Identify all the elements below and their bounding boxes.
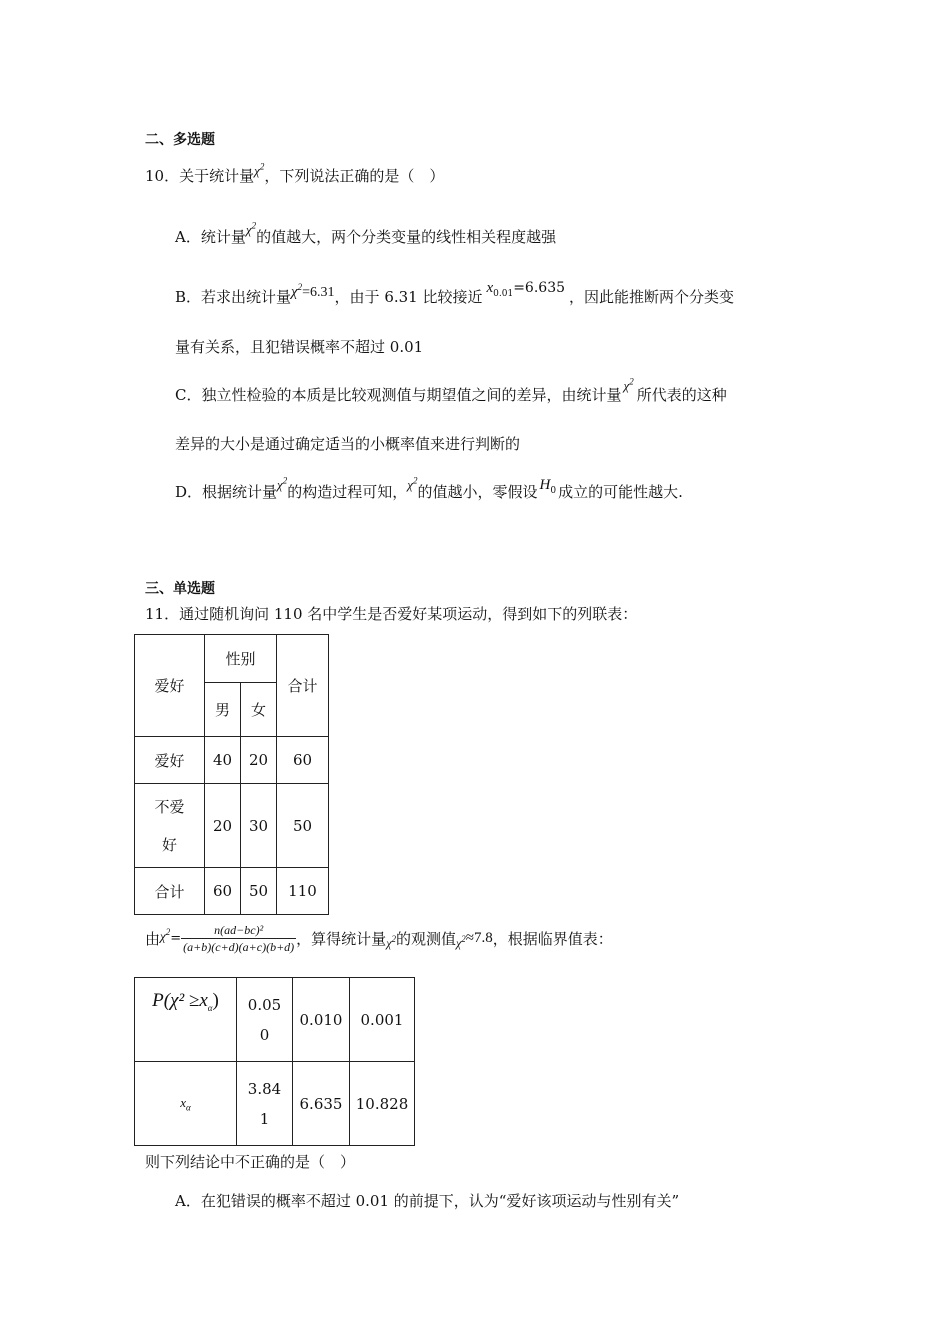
p-value-cell bbox=[237, 978, 293, 1062]
formula-text-mid: ，算得统计量 bbox=[296, 929, 387, 948]
chi-symbol bbox=[407, 477, 417, 492]
row-label-line2: 好 bbox=[161, 835, 177, 854]
p-value-line2: 0 bbox=[259, 1025, 270, 1044]
chi-square-exponent: 2 bbox=[297, 282, 303, 292]
probability-subscript: α bbox=[207, 1002, 213, 1013]
cell-total: 50 bbox=[277, 784, 329, 868]
chi-letter: χ bbox=[623, 378, 630, 393]
q10-option-c-line2: 差异的大小是通过确定适当的小概率值来进行判断的 bbox=[175, 435, 521, 453]
table-row bbox=[135, 737, 329, 784]
chi-letter: χ bbox=[455, 935, 462, 950]
q10-option-a-text-a: A．统计量 bbox=[175, 228, 246, 246]
chi-letter: χ bbox=[245, 222, 252, 237]
header-female: 女 bbox=[241, 683, 277, 737]
probability-label bbox=[135, 978, 237, 1062]
q10-option-b-text-c: ，因此能推断两个分类变 bbox=[569, 288, 735, 306]
q10-option-c bbox=[175, 376, 727, 405]
q10-stem bbox=[145, 161, 445, 186]
p-value-cell: 0.001 bbox=[350, 978, 415, 1062]
cell-female: 20 bbox=[241, 737, 277, 784]
critical-value-table bbox=[134, 977, 415, 1146]
table-row bbox=[135, 1062, 415, 1146]
formula-text-pre: 由 bbox=[145, 929, 161, 948]
q10-option-b-line2: 量有关系，且犯错误概率不超过 0.01 bbox=[175, 338, 424, 356]
q10-option-b-text-b: ，由于 6.31 比较接近 bbox=[334, 288, 483, 306]
chi-symbol bbox=[160, 927, 170, 944]
x-value-cell: 6.635 bbox=[293, 1062, 350, 1146]
x-subscript: 0.01 bbox=[493, 289, 514, 299]
formula-equals: = bbox=[170, 930, 182, 946]
header-male: 男 bbox=[205, 683, 241, 737]
chi-square-exponent: 2 bbox=[282, 475, 288, 486]
chi-symbol bbox=[623, 378, 633, 393]
q10-stem-text-a: 10．关于统计量 bbox=[145, 167, 255, 185]
chi-letter: χ bbox=[277, 477, 283, 492]
q11-option-a: A．在犯错误的概率不超过 0.01 的前提下，认为“爱好该项运动与性别有关” bbox=[175, 1192, 680, 1210]
q10-option-c-text-a: C．独立性检验的本质是比较观测值与期望值之间的差异，由统计量 bbox=[175, 386, 622, 404]
cell-female: 30 bbox=[241, 784, 277, 868]
q10-option-d-text-b: 的构造过程可知， bbox=[287, 483, 408, 501]
chi-symbol bbox=[386, 934, 396, 951]
probability-label-text: P(χ² ≥x bbox=[152, 990, 208, 1011]
chi-symbol bbox=[277, 477, 287, 492]
q10-option-a-text-b: 的值越大，两个分类变量的线性相关程度越强 bbox=[256, 228, 557, 246]
x-value-line2: 1 bbox=[259, 1109, 270, 1128]
chi-square-fraction bbox=[181, 922, 296, 955]
q10-option-a bbox=[175, 220, 557, 247]
null-hypothesis bbox=[539, 475, 557, 496]
q10-option-d-text-c: 的值越小，零假设 bbox=[417, 483, 538, 501]
h-subscript: 0 bbox=[550, 486, 557, 496]
x-value-cell bbox=[237, 1062, 293, 1146]
chi-value: =6.31 bbox=[302, 285, 335, 300]
x-value-cell: 10.828 bbox=[350, 1062, 415, 1146]
chi-letter: χ bbox=[386, 935, 392, 950]
chi-symbol bbox=[456, 934, 466, 951]
q10-option-d-text-d: 成立的可能性越大. bbox=[558, 483, 683, 501]
q10-option-b bbox=[175, 280, 735, 309]
cell-male: 40 bbox=[205, 737, 241, 784]
row-label: 合计 bbox=[135, 868, 205, 915]
fraction-denominator: (a+b)(c+d)(a+c)(b+d) bbox=[183, 939, 295, 954]
section-title-multi-choice: 二、多选题 bbox=[145, 132, 215, 148]
cell-male: 60 bbox=[205, 868, 241, 915]
x-letter: x bbox=[486, 280, 494, 296]
chi-square-exponent: 2 bbox=[391, 933, 396, 944]
cell-total: 110 bbox=[277, 868, 329, 915]
header-hobby: 爱好 bbox=[135, 635, 205, 737]
chi-letter: χ bbox=[254, 163, 260, 178]
header-gender: 性别 bbox=[205, 635, 277, 683]
section-title-single-choice: 三、单选题 bbox=[145, 581, 215, 597]
q10-option-d-text-a: D．根据统计量 bbox=[175, 483, 278, 501]
row-label-line1: 不爱 bbox=[154, 797, 185, 816]
critical-value-number: =6.635 bbox=[513, 280, 566, 296]
formula-text-mid2: 的观测值 bbox=[395, 929, 456, 948]
chi-symbol bbox=[291, 284, 335, 300]
table-row bbox=[135, 784, 329, 868]
q11-question: 则下列结论中不正确的是（ ） bbox=[145, 1153, 356, 1171]
chi-letter: χ bbox=[407, 477, 414, 492]
chi-symbol bbox=[246, 222, 256, 237]
chi-square-exponent: 2 bbox=[165, 927, 171, 938]
observed-value: ≈7.8 bbox=[465, 929, 493, 946]
chi-square-exponent: 2 bbox=[251, 220, 257, 231]
cell-total: 60 bbox=[277, 737, 329, 784]
chi-letter: χ bbox=[160, 928, 166, 944]
x-value-line1: 3.84 bbox=[247, 1079, 282, 1098]
chi-square-exponent: 2 bbox=[259, 161, 265, 172]
table-row bbox=[135, 978, 415, 1062]
cell-male: 20 bbox=[205, 784, 241, 868]
row-label bbox=[135, 784, 205, 868]
chi-square-formula-line bbox=[145, 918, 613, 958]
q10-option-b-text-a: B．若求出统计量 bbox=[175, 288, 292, 306]
q10-option-c-text-b: 所代表的这种 bbox=[636, 386, 727, 404]
fraction-numerator: n(ad−bc)² bbox=[181, 922, 296, 939]
q10-option-d bbox=[175, 475, 683, 504]
probability-close-paren: ) bbox=[212, 990, 219, 1011]
x-alpha-subscript: α bbox=[186, 1102, 191, 1113]
q10-stem-text-b: ，下列说法正确的是（ ） bbox=[264, 167, 445, 185]
chi-letter: χ bbox=[291, 284, 298, 300]
formula-text-post: ，根据临界值表： bbox=[492, 929, 613, 948]
chi-square-exponent: 2 bbox=[413, 475, 418, 486]
p-value-cell: 0.010 bbox=[293, 978, 350, 1062]
x-alpha-label bbox=[135, 1062, 237, 1146]
chi-symbol bbox=[254, 163, 264, 178]
h-letter: H bbox=[539, 477, 551, 493]
contingency-table bbox=[134, 634, 329, 915]
p-value-line1: 0.05 bbox=[247, 995, 282, 1014]
critical-value bbox=[486, 278, 566, 299]
table-row bbox=[135, 868, 329, 915]
header-total: 合计 bbox=[277, 635, 329, 737]
cell-female: 50 bbox=[241, 868, 277, 915]
x-alpha-letter: x bbox=[180, 1094, 187, 1110]
chi-square-exponent: 2 bbox=[629, 376, 634, 387]
chi-square-exponent: 2 bbox=[461, 933, 466, 944]
row-label: 爱好 bbox=[135, 737, 205, 784]
q11-stem: 11．通过随机询问 110 名中学生是否爱好某项运动，得到如下的列联表： bbox=[145, 605, 638, 623]
